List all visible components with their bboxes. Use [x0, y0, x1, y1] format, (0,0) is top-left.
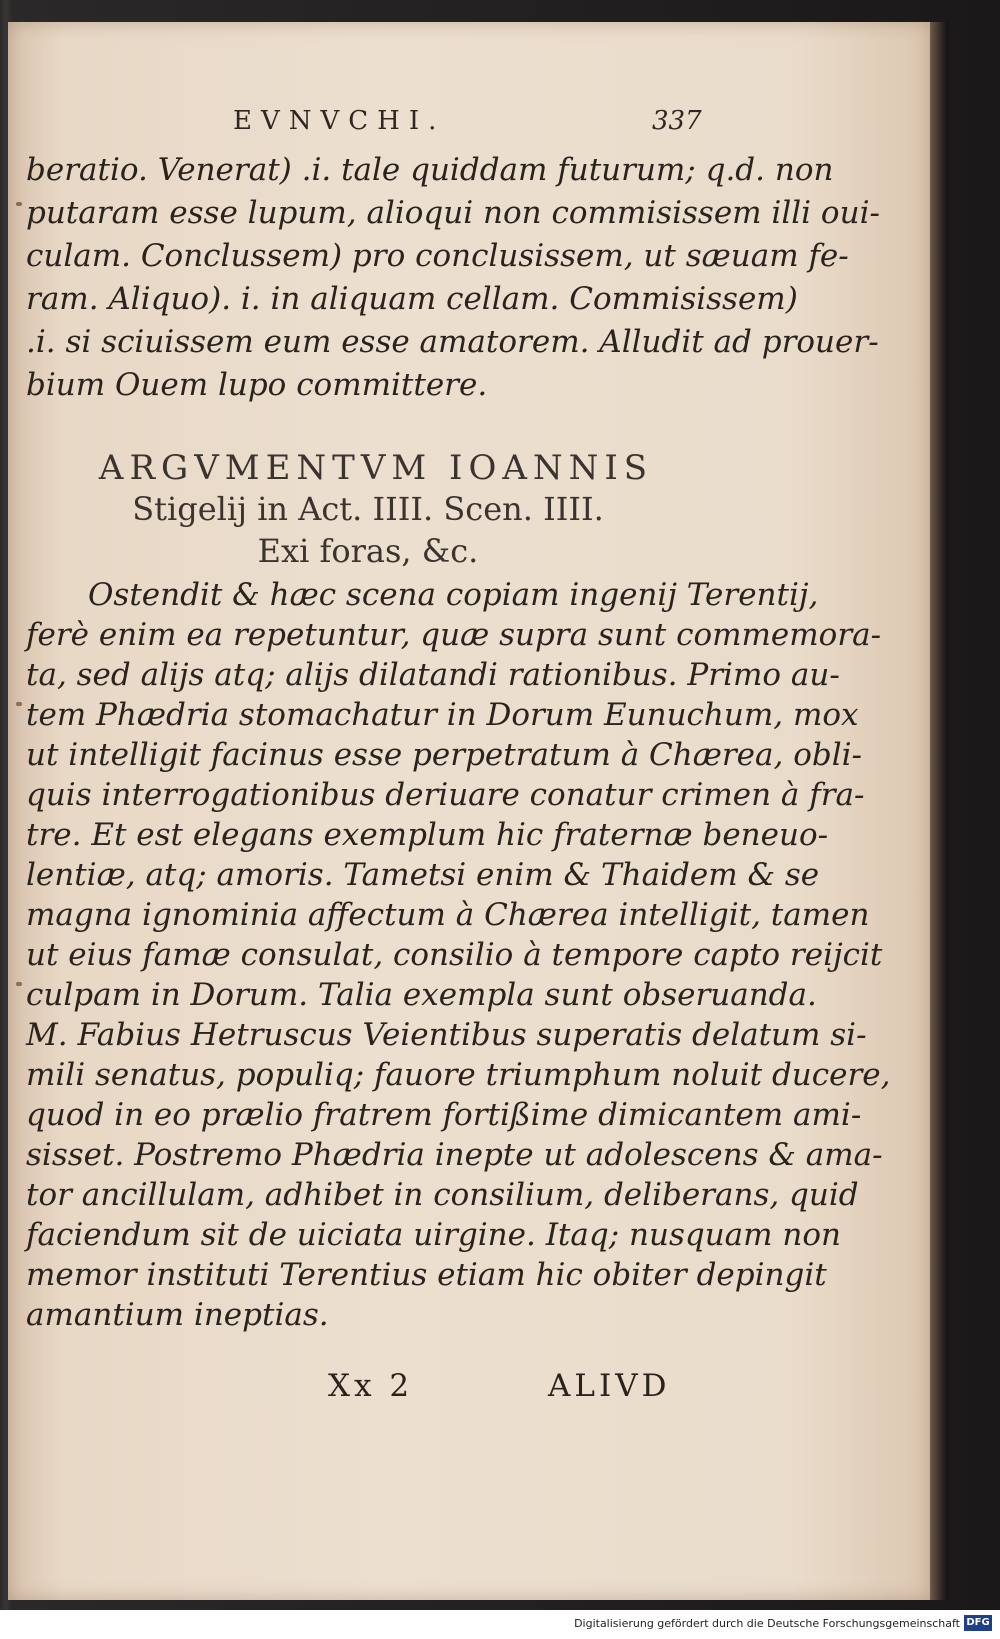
section-subheading-2: Exi foras, &c.: [257, 532, 479, 570]
text-line: quod in eo prælio fratrem fortißime dimicantem ami-: [26, 1097, 862, 1133]
ink-mark: [16, 702, 22, 706]
book-edge: [930, 22, 948, 1600]
running-title: EVNVCHI.: [233, 106, 446, 136]
signature-mark: Xx 2: [328, 1368, 414, 1404]
text-line: ut eius famæ consulat, consilio à tempore capto reijcit: [26, 937, 883, 973]
text-line: ferè enim ea repetuntur, quæ supra sunt commemora-: [26, 617, 882, 653]
running-head: [8, 106, 930, 146]
text-line: culam. Conclussem) pro conclusissem, ut sæuam fe-: [26, 238, 849, 274]
section-heading: ARGVMENTVM IOANNIS: [98, 448, 654, 488]
text-line: quis interrogationibus deriuare conatur crimen à fra-: [26, 777, 865, 813]
dfg-logo: DFG: [964, 1615, 992, 1631]
text-line: tor ancillulam, adhibet in consilium, deliberans, quid: [26, 1177, 859, 1213]
text-line: ut intelligit facinus esse perpetratum à Chærea, obli-: [26, 737, 863, 773]
footer-bar: [0, 1610, 1000, 1639]
text-line: bium Ouem lupo committere.: [26, 367, 488, 403]
text-line: tem Phædria stomachatur in Dorum Eunuchum, mox: [26, 697, 859, 733]
text-line: tre. Et est elegans exemplum hic fraternæ beneuo-: [26, 817, 829, 853]
text-line: Ostendit & hæc scena copiam ingenij Terentij,: [88, 577, 819, 613]
text-line: ram. Aliquo). i. in aliquam cellam. Commisissem): [26, 281, 798, 317]
catchword: ALIVD: [548, 1368, 671, 1404]
text-line: .i. si sciuissem eum esse amatorem. Alludit ad prouer-: [26, 324, 879, 360]
ink-mark: [16, 982, 22, 986]
footer-credit: Digitalisierung gefördert durch die Deutsche Forschungsgemeinschaft: [574, 1617, 960, 1630]
page-number: 337: [652, 106, 702, 136]
book-page: [8, 22, 930, 1600]
text-line: sisset. Postremo Phædria inepte ut adolescens & ama-: [26, 1137, 883, 1173]
section-subheading: Stigelij in Act. IIII. Scen. IIII.: [132, 490, 604, 528]
text-line: putaram esse lupum, alioqui non commisissem illi oui-: [26, 195, 880, 231]
text-line: ta, sed alijs atq; alijs dilatandi rationibus. Primo au-: [26, 657, 840, 693]
text-line: amantium ineptias.: [26, 1297, 329, 1333]
text-line: M. Fabius Hetruscus Veientibus superatis delatum si-: [26, 1017, 867, 1053]
text-line: mili senatus, populiq; fauore triumphum noluit ducere,: [26, 1057, 891, 1093]
text-line: magna ignominia affectum à Chærea intelligit, tamen: [26, 897, 870, 933]
text-line: faciendum sit de uiciata uirgine. Itaq; nusquam non: [26, 1217, 841, 1253]
text-line: lentiæ, atq; amoris. Tametsi enim & Thaidem & se: [26, 857, 820, 893]
ink-mark: [16, 202, 22, 206]
text-line: beratio. Venerat) .i. tale quiddam futurum; q.d. non: [26, 152, 834, 188]
text-line: memor instituti Terentius etiam hic obiter depingit: [26, 1257, 827, 1293]
text-line: culpam in Dorum. Talia exempla sunt obseruanda.: [26, 977, 817, 1013]
